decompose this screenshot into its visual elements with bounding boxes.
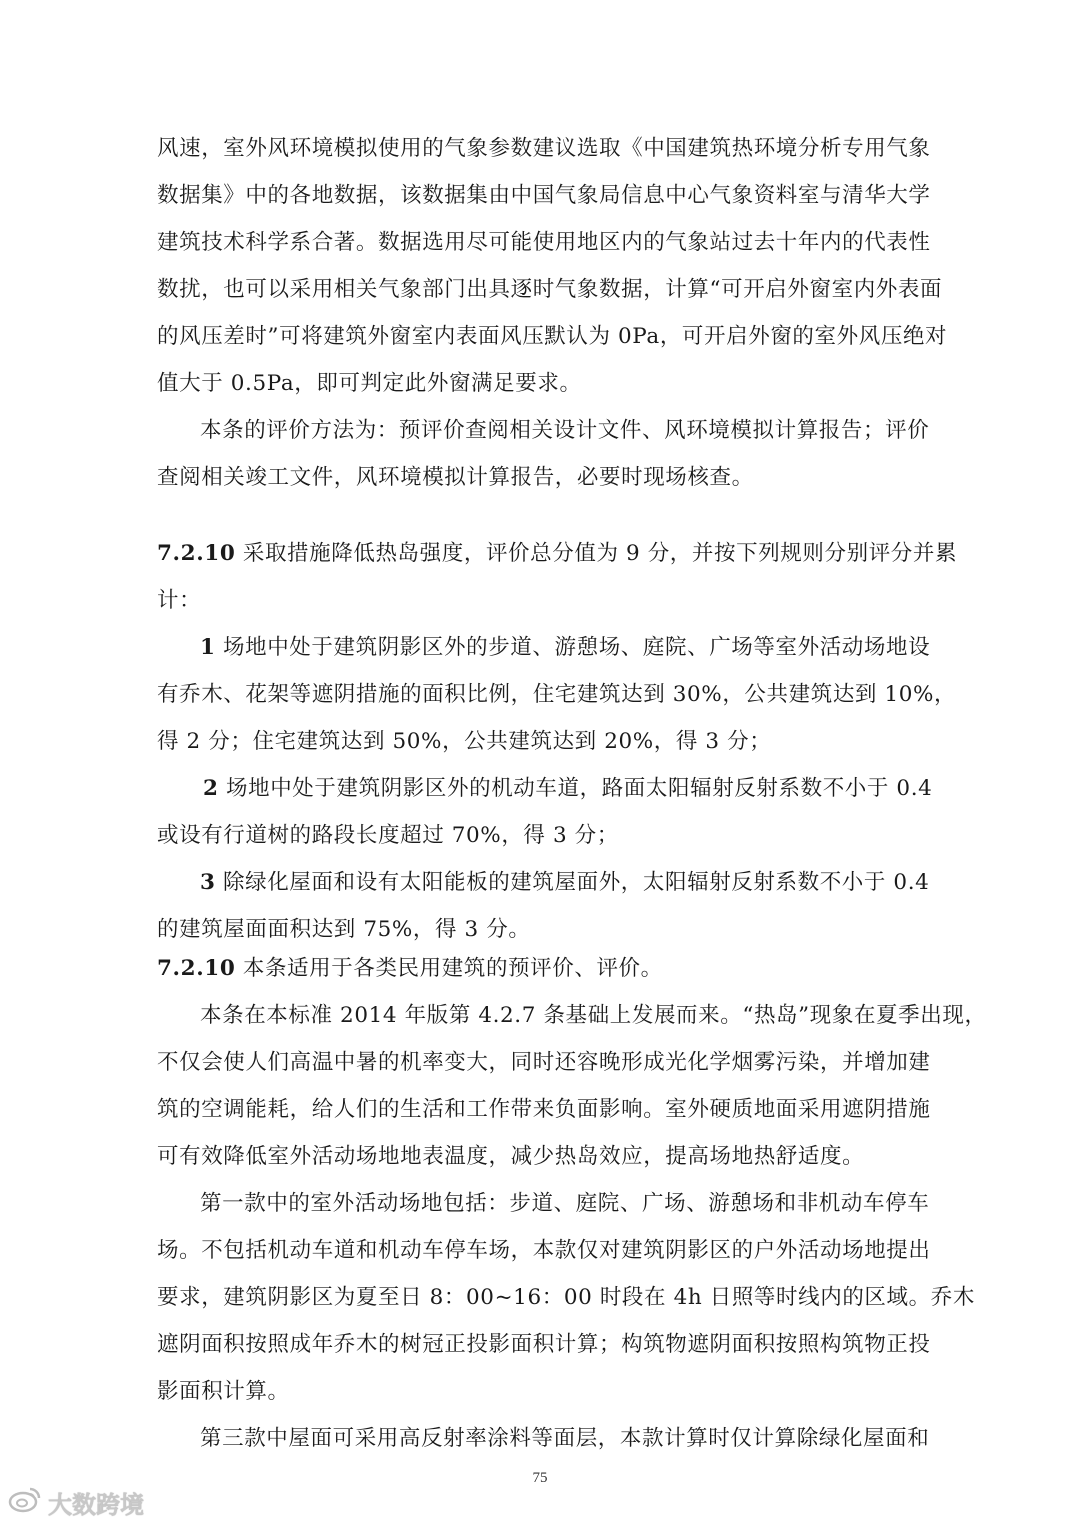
- item-line: [200, 633, 931, 663]
- text-line: 第三款中屋面可采用高反射率涂料等面层，本款计算时仅计算除绿化屋面和: [200, 1426, 930, 1451]
- text-line: 查阅相关竣工文件，风环境模拟计算报告，必要时现场核查。: [157, 465, 754, 490]
- text-line: 的风压差时”可将建筑外窗室内表面风压默认为 0Pa，可开启外窗的室外风压绝对: [157, 324, 948, 349]
- text-line: 筑的空调能耗，给人们的生活和工作带来负面影响。室外硬质地面采用遮阴措施: [157, 1097, 931, 1122]
- text-line: 数扰，也可以采用相关气象部门出具逐时气象数据，计算“可开启外窗室内外表面: [157, 277, 943, 302]
- item-number: 2: [203, 776, 219, 801]
- text-line: 影面积计算。: [157, 1379, 290, 1404]
- watermark: [8, 1485, 144, 1519]
- text-line: 得 2 分；住宅建筑达到 50%，公共建筑达到 20%，得 3 分；: [157, 729, 772, 754]
- clause-number: 7.2.10: [157, 956, 236, 981]
- clause-number: 7.2.10: [157, 541, 236, 566]
- clause-text: 本条适用于各类民用建筑的预评价、评价。: [235, 956, 663, 981]
- item-text: 场地中处于建筑阴影区外的步道、游憩场、庭院、广场等室外活动场地设: [215, 635, 931, 660]
- clause-text: 采取措施降低热岛强度，评价总分值为 9 分，并按下列规则分别评分并累: [235, 541, 958, 566]
- text-line: 要求，建筑阴影区为夏至日 8：00~16：00 时段在 4h 日照等时线内的区域。乔木: [157, 1285, 975, 1310]
- text-line: 风速，室外风环境模拟使用的气象参数建议选取《中国建筑热环境分析专用气象: [157, 136, 931, 161]
- item-line: [200, 868, 930, 898]
- text-line: 可有效降低室外活动场地地表温度，减少热岛效应，提高场地热舒适度。: [157, 1144, 865, 1169]
- text-line: 建筑技术科学系合著。数据选用尽可能使用地区内的气象站过去十年内的代表性: [157, 230, 931, 255]
- text-line: 数据集》中的各地数据，该数据集由中国气象局信息中心气象资料室与清华大学: [157, 183, 931, 208]
- text-line: 不仅会使人们高温中暑的机率变大，同时还容晚形成光化学烟雾污染，并增加建: [157, 1050, 931, 1075]
- text-line: 的建筑屋面面积达到 75%，得 3 分。: [157, 917, 531, 942]
- item-line: [203, 774, 933, 804]
- text-line: 值大于 0.5Pa，即可判定此外窗满足要求。: [157, 371, 582, 396]
- text-line: 有乔木、花架等遮阴措施的面积比例，住宅建筑达到 30%，公共建筑达到 10%，: [157, 682, 957, 707]
- page-number: 75: [532, 1470, 548, 1486]
- text-line: 本条的评价方法为：预评价查阅相关设计文件、风环境模拟计算报告；评价: [200, 418, 930, 443]
- item-number: 1: [200, 635, 216, 660]
- text-line: 或设有行道树的路段长度超过 70%，得 3 分；: [157, 823, 619, 848]
- text-line: 计：: [157, 588, 202, 613]
- text-line: 本条在本标准 2014 年版第 4.2.7 条基础上发展而来。“热岛”现象在夏季出现，: [200, 1003, 987, 1028]
- watermark-text: 大数跨境: [48, 1490, 144, 1519]
- item-text: 场地中处于建筑阴影区外的机动车道，路面太阳辐射反射系数不小于 0.4: [218, 776, 933, 801]
- item-number: 3: [200, 870, 216, 895]
- clause-heading: [157, 954, 917, 984]
- clause-heading: [157, 539, 958, 569]
- text-line: 遮阴面积按照成年乔木的树冠正投影面积计算；构筑物遮阴面积按照构筑物正投: [157, 1332, 931, 1357]
- item-text: 除绿化屋面和设有太阳能板的建筑屋面外，太阳辐射反射系数不小于 0.4: [215, 870, 930, 895]
- text-line: 场。不包括机动车道和机动车停车场，本款仅对建筑阴影区的户外活动场地提出: [157, 1238, 931, 1263]
- text-line: 第一款中的室外活动场地包括：步道、庭院、广场、游憩场和非机动车停车: [200, 1191, 930, 1216]
- weibo-logo-icon: [8, 1485, 42, 1519]
